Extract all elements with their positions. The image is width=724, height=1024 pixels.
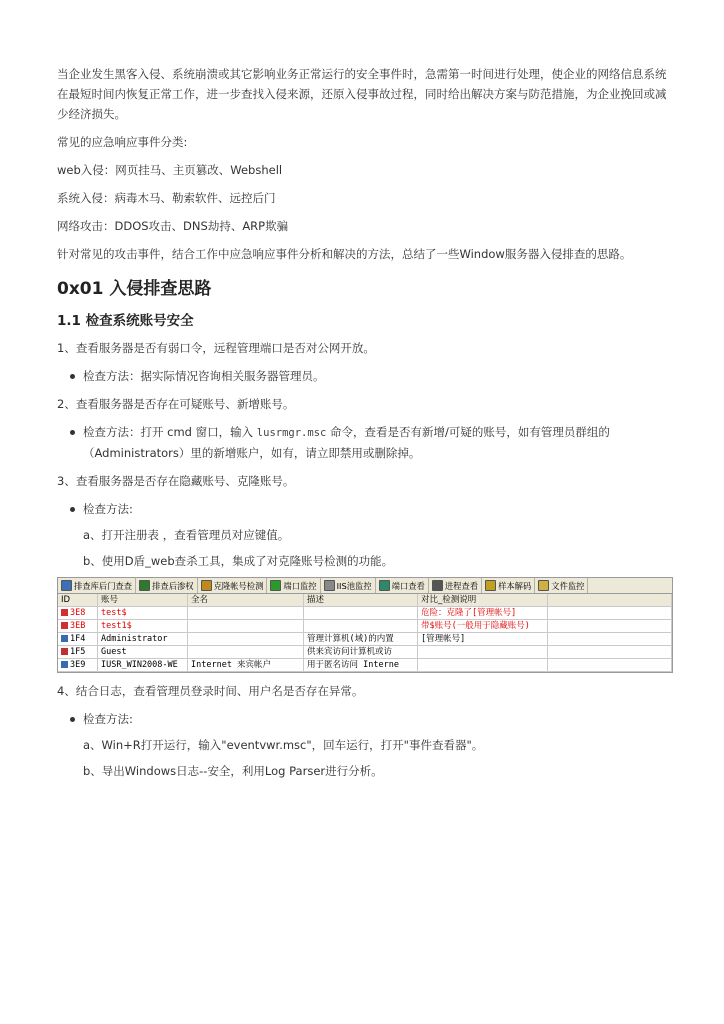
step-4-sub-a: a、Win+R打开运行，输入"eventvwr.msc"，回车运行，打开"事件查看器"。	[83, 738, 484, 752]
table-cell	[548, 633, 672, 646]
bullet-text: 检查方法：据实际情况咨询相关服务器管理员。	[83, 369, 325, 383]
step-4: 4、结合日志，查看管理员登录时间、用户名是否存在异常。	[57, 684, 364, 698]
table-cell: 供来宾访问计算机或访	[304, 646, 418, 659]
bullet-text-b: 命令，查看是否有新增/可疑的账号，如有管理员群组的	[326, 425, 610, 439]
toolbar-button-7[interactable]	[482, 578, 535, 593]
toolbar-button-label: 克隆帐号检测	[213, 580, 264, 591]
table-cell	[188, 607, 304, 620]
step-2-bullet	[57, 422, 669, 463]
column-header-1[interactable]: 账号	[98, 594, 188, 607]
table-cell	[548, 659, 672, 672]
category-system: 系统入侵：病毒木马、勒索软件、远控后门	[57, 191, 276, 205]
toolbar-button-4[interactable]	[321, 578, 376, 593]
category-network: 网络攻击：DDOS攻击、DNS劫持、ARP欺骗	[57, 219, 289, 233]
toolbar-button-5[interactable]	[376, 578, 429, 593]
inline-code: lusrmgr.msc	[256, 427, 327, 439]
subsection-heading: 1.1 检查系统账号安全	[57, 313, 194, 329]
bullet-text-c: （Administrators）里的新增账户，如有，请立即禁用或删除掉。	[83, 446, 421, 460]
toolbar-button-label: 端口查看	[391, 580, 425, 591]
category-title: 常见的应急响应事件分类:	[57, 135, 188, 149]
toolbar-button-6[interactable]	[429, 578, 482, 593]
step-1-bullet	[57, 366, 669, 386]
toolbar-button-label: 样本解码	[498, 580, 532, 591]
table-cell: 管理计算机(域)的内置	[304, 633, 418, 646]
toolbar-button-label: 进程查看	[444, 580, 479, 591]
table-cell: Internet 来宾帐户	[188, 659, 304, 672]
table-cell: test1$	[98, 620, 188, 633]
toolbar-button-8[interactable]	[535, 578, 588, 593]
toolbar-icon	[270, 580, 281, 591]
table-cell: 3E8	[58, 607, 98, 620]
user-icon	[61, 661, 68, 668]
table-cell: 1F4	[58, 633, 98, 646]
bullet-text-a: 检查方法：打开 cmd 窗口，输入	[83, 425, 257, 439]
summary-paragraph: 针对常见的攻击事件，结合工作中应急响应事件分析和解决的方法，总结了一些Window服务器入侵排查的思路。	[57, 247, 632, 261]
table-cell: test$	[98, 607, 188, 620]
table-cell: 1F5	[58, 646, 98, 659]
table-cell: [管理帐号]	[418, 633, 548, 646]
table-cell	[548, 620, 672, 633]
table-cell	[188, 646, 304, 659]
step-1: 1、查看服务器是否有弱口令，远程管理端口是否对公网开放。	[57, 341, 375, 355]
toolbar-button-label: 文件监控	[551, 580, 585, 591]
toolbar-icon	[201, 580, 212, 591]
bullet-text: 检查方法:	[83, 502, 133, 516]
user-icon	[61, 635, 68, 642]
toolbar-button-label: 排查后渗权	[152, 580, 194, 591]
step-3-bullet	[57, 499, 669, 519]
step-2: 2、查看服务器是否存在可疑账号、新增账号。	[57, 397, 295, 411]
toolbar-icon	[379, 580, 390, 591]
toolbar-button-2[interactable]	[198, 578, 268, 593]
intro-paragraph: 当企业发生黑客入侵、系统崩溃或其它影响业务正常运行的安全事件时，急需第一时间进行处理，使企业的网络信息系统在最短时间内恢复正常工作，进一步查找入侵来源，还原入侵事故过程，同时给出解决方案与防范措施，为企业挽回或减少经济损失。	[57, 67, 667, 121]
table-cell	[418, 659, 548, 672]
table-cell: 用于匿名访问 Interne	[304, 659, 418, 672]
bullet-dot	[70, 717, 75, 722]
category-web: web入侵：网页挂马、主页篡改、Webshell	[57, 163, 283, 177]
dshield-tool-screenshot	[57, 577, 673, 673]
toolbar-button-label: 端口监控	[283, 580, 317, 591]
step-4-bullet	[57, 709, 669, 729]
table-cell	[188, 620, 304, 633]
document-body	[57, 64, 669, 781]
column-header-0[interactable]: ID	[58, 594, 98, 607]
column-header-2[interactable]: 全名	[188, 594, 304, 607]
tool-toolbar	[58, 578, 672, 594]
column-header-4[interactable]: 对比_检测说明	[418, 594, 548, 607]
toolbar-icon	[485, 580, 496, 591]
toolbar-button-3[interactable]	[267, 578, 320, 593]
table-cell: Guest	[98, 646, 188, 659]
user-icon	[61, 609, 68, 616]
table-cell	[188, 633, 304, 646]
step-3-sub-b: b、使用D盾_web查杀工具，集成了对克隆账号检测的功能。	[83, 554, 394, 568]
table-cell: 3EB	[58, 620, 98, 633]
table-cell: Administrator	[98, 633, 188, 646]
bullet-text: 检查方法:	[83, 712, 133, 726]
user-icon	[61, 622, 68, 629]
toolbar-button-1[interactable]	[136, 578, 198, 593]
table-cell	[304, 607, 418, 620]
toolbar-button-label: 排查库后门查查	[74, 580, 133, 591]
table-cell: 3E9	[58, 659, 98, 672]
table-cell	[304, 620, 418, 633]
table-cell: 危险：克隆了[管理帐号]	[418, 607, 548, 620]
toolbar-icon	[139, 580, 150, 591]
toolbar-icon	[61, 580, 72, 591]
column-header-3[interactable]: 描述	[304, 594, 418, 607]
toolbar-button-label: IIS池监控	[336, 580, 372, 591]
bullet-dot	[70, 430, 75, 435]
step-3-sub-a: a、打开注册表 ，查看管理员对应键值。	[83, 528, 290, 542]
step-3: 3、查看服务器是否存在隐藏账号、克隆账号。	[57, 474, 295, 488]
table-cell: IUSR_WIN2008-WE	[98, 659, 188, 672]
table-cell	[418, 646, 548, 659]
account-table	[58, 594, 672, 672]
column-header-5[interactable]	[548, 594, 672, 607]
bullet-dot	[70, 507, 75, 512]
user-icon	[61, 648, 68, 655]
section-heading: 0x01 入侵排查思路	[57, 279, 212, 299]
bullet-dot	[70, 374, 75, 379]
table-cell	[548, 607, 672, 620]
step-4-sub-b: b、导出Windows日志--安全，利用Log Parser进行分析。	[83, 764, 383, 778]
table-cell: 带$账号(一般用于隐藏账号)	[418, 620, 548, 633]
toolbar-icon	[432, 580, 443, 591]
toolbar-button-0[interactable]	[58, 578, 136, 593]
table-cell	[548, 646, 672, 659]
toolbar-icon	[538, 580, 549, 591]
toolbar-icon	[324, 580, 335, 591]
